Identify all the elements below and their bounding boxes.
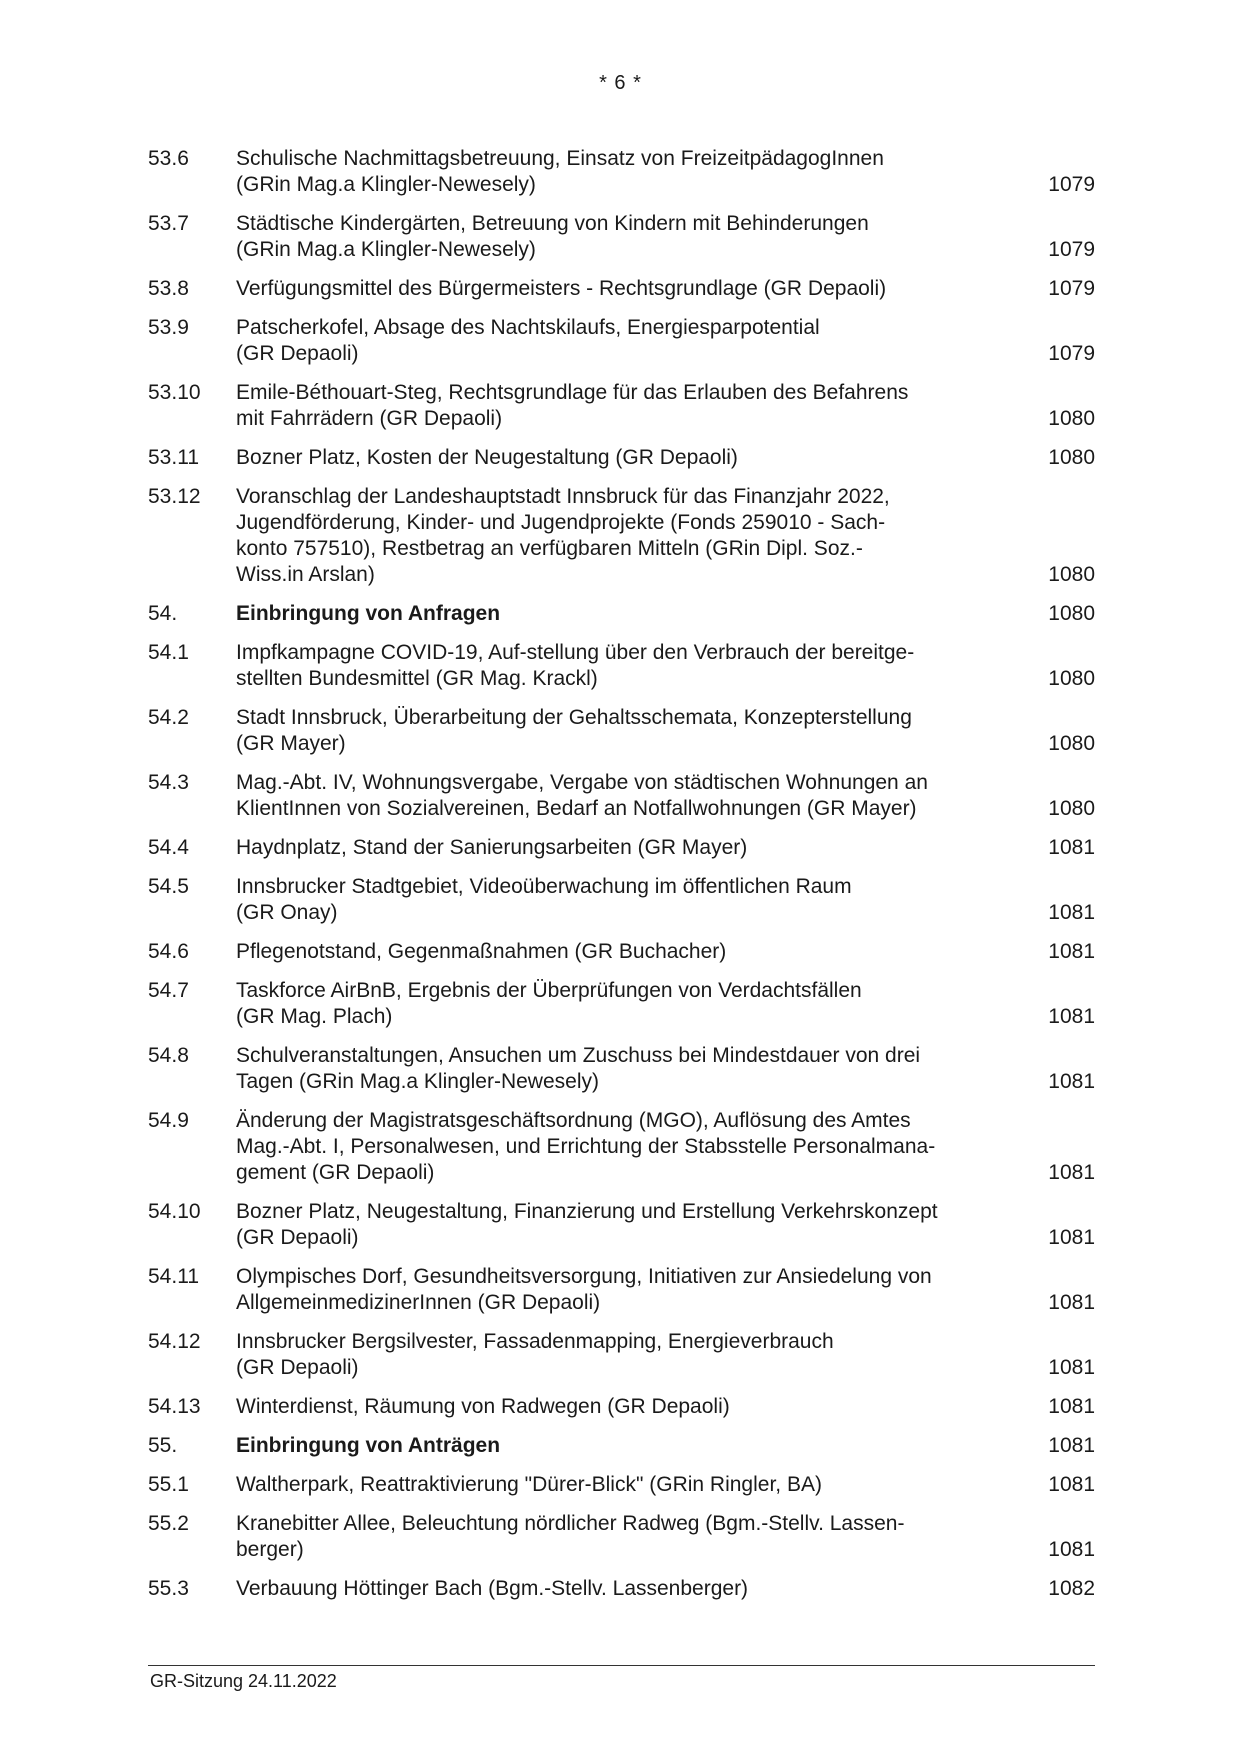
entry-number: 54.10 — [148, 1200, 201, 1223]
toc-entry — [148, 835, 1095, 861]
entry-title: Impfkampagne COVID-19, Auf-stellung über den Verbrauch der bereitge- stellten Bundesmittel (GR Mag. Krackl) — [236, 641, 915, 690]
entry-title: Innsbrucker Bergsilvester, Fassadenmapping, Energieverbrauch (GR Depaoli) — [236, 1330, 834, 1379]
entry-title: Bozner Platz, Kosten der Neugestaltung (GR Depaoli) — [236, 446, 738, 469]
entry-page-number: 1081 — [1048, 940, 1095, 963]
toc-entry — [148, 1108, 1095, 1186]
entry-page-number: 1080 — [1048, 563, 1095, 586]
toc-entry — [148, 874, 1095, 926]
entry-number: 54.5 — [148, 875, 189, 898]
entry-number: 54.3 — [148, 771, 189, 794]
entry-title: Änderung der Magistratsgeschäftsordnung (MGO), Auflösung des Amtes Mag.-Abt. I, Personalwesen, und Errichtung der Stabsstelle Personalmana- gement (GR Depaoli) — [236, 1109, 936, 1184]
entry-page-number: 1081 — [1048, 1356, 1095, 1379]
entry-number: 53.8 — [148, 277, 189, 300]
entry-title: Haydnplatz, Stand der Sanierungsarbeiten (GR Mayer) — [236, 836, 748, 859]
entry-page-number: 1080 — [1048, 407, 1095, 430]
entry-title: Pflegenotstand, Gegenmaßnahmen (GR Buchacher) — [236, 940, 727, 963]
entry-number: 54.4 — [148, 836, 189, 859]
toc-entry — [148, 315, 1095, 367]
toc-entry — [148, 276, 1095, 302]
entry-page-number: 1081 — [1048, 1070, 1095, 1093]
toc-entry — [148, 1043, 1095, 1095]
entry-number: 54.2 — [148, 706, 189, 729]
entry-page-number: 1079 — [1048, 277, 1095, 300]
entry-number: 53.10 — [148, 381, 201, 404]
page-number: * 6 * — [599, 72, 642, 94]
entry-number: 54.1 — [148, 641, 189, 664]
entry-number: 54.11 — [148, 1265, 199, 1288]
entry-page-number: 1080 — [1048, 667, 1095, 690]
entry-number: 54.13 — [148, 1395, 201, 1418]
entry-page-number: 1081 — [1048, 836, 1095, 859]
entry-page-number: 1081 — [1048, 1473, 1095, 1496]
entry-page-number: 1080 — [1048, 446, 1095, 469]
toc-entry — [148, 1264, 1095, 1316]
entry-title: Taskforce AirBnB, Ergebnis der Überprüfungen von Verdachtsfällen (GR Mag. Plach) — [236, 979, 862, 1028]
footer-divider — [148, 1665, 1095, 1666]
entry-title: Städtische Kindergärten, Betreuung von Kindern mit Behinderungen (GRin Mag.a Klingler-Newesely) — [236, 212, 869, 261]
entry-title: Bozner Platz, Neugestaltung, Finanzierung und Erstellung Verkehrskonzept (GR Depaoli) — [236, 1200, 938, 1249]
entry-number: 55.3 — [148, 1577, 189, 1600]
toc-entry — [148, 705, 1095, 757]
toc-entry — [148, 1472, 1095, 1498]
entry-title: Olympisches Dorf, Gesundheitsversorgung, Initiativen zur Ansiedelung von AllgemeinmedizinerInnen (GR Depaoli) — [236, 1265, 932, 1314]
footer-text: GR-Sitzung 24.11.2022 — [150, 1671, 337, 1691]
entry-page-number: 1079 — [1048, 173, 1095, 196]
toc-entry — [148, 978, 1095, 1030]
table-of-contents — [148, 146, 1095, 1615]
entry-number: 54.9 — [148, 1109, 189, 1132]
entry-number: 53.9 — [148, 316, 189, 339]
entry-number: 54. — [148, 602, 178, 625]
entry-page-number: 1079 — [1048, 342, 1095, 365]
toc-section-heading — [148, 1433, 1095, 1459]
toc-entry — [148, 146, 1095, 198]
toc-entry — [148, 1511, 1095, 1563]
entry-number: 55.2 — [148, 1512, 189, 1535]
entry-title: Emile-Béthouart-Steg, Rechtsgrundlage für das Erlauben des Befahrens mit Fahrrädern (GR Depaoli) — [236, 381, 909, 430]
toc-entry — [148, 380, 1095, 432]
toc-entry — [148, 1199, 1095, 1251]
entry-number: 54.8 — [148, 1044, 189, 1067]
entry-number: 53.7 — [148, 212, 189, 235]
entry-page-number: 1082 — [1048, 1577, 1095, 1600]
entry-title: Winterdienst, Räumung von Radwegen (GR Depaoli) — [236, 1395, 730, 1418]
entry-title: Voranschlag der Landeshauptstadt Innsbruck für das Finanzjahr 2022, Jugendförderung, Kinder- und Jugendprojekte (Fonds 259010 - Sach- konto 757510), Restbetrag an verfügbaren Mitteln (GRin Dipl. Soz.- Wiss.in Arslan) — [236, 485, 890, 586]
entry-page-number: 1080 — [1048, 732, 1095, 755]
toc-entry — [148, 770, 1095, 822]
toc-entry — [148, 211, 1095, 263]
entry-page-number: 1080 — [1048, 797, 1095, 820]
toc-entry — [148, 640, 1095, 692]
entry-title: Waltherpark, Reattraktivierung "Dürer-Blick" (GRin Ringler, BA) — [236, 1473, 822, 1496]
entry-title: Schulveranstaltungen, Ansuchen um Zuschuss bei Mindestdauer von drei Tagen (GRin Mag.a Klingler-Newesely) — [236, 1044, 921, 1093]
entry-title: Patscherkofel, Absage des Nachtskilaufs, Energiesparpotential (GR Depaoli) — [236, 316, 820, 365]
entry-page-number: 1080 — [1048, 602, 1095, 625]
entry-title: Stadt Innsbruck, Überarbeitung der Gehaltsschemata, Konzepterstellung (GR Mayer) — [236, 706, 912, 755]
toc-entry — [148, 1329, 1095, 1381]
entry-page-number: 1079 — [1048, 238, 1095, 261]
entry-title: Schulische Nachmittagsbetreuung, Einsatz von FreizeitpädagogInnen (GRin Mag.a Klingler-Newesely) — [236, 147, 884, 196]
toc-entry — [148, 484, 1095, 588]
entry-page-number: 1081 — [1048, 1161, 1095, 1184]
toc-entry — [148, 939, 1095, 965]
entry-page-number: 1081 — [1048, 1538, 1095, 1561]
toc-section-heading — [148, 601, 1095, 627]
entry-number: 53.6 — [148, 147, 189, 170]
entry-page-number: 1081 — [1048, 1291, 1095, 1314]
toc-entry — [148, 445, 1095, 471]
entry-title: Verbauung Höttinger Bach (Bgm.-Stellv. Lassenberger) — [236, 1577, 749, 1600]
entry-title: Kranebitter Allee, Beleuchtung nördlicher Radweg (Bgm.-Stellv. Lassen- berger) — [236, 1512, 905, 1561]
entry-title: Einbringung von Anfragen — [236, 602, 501, 625]
entry-page-number: 1081 — [1048, 901, 1095, 924]
entry-page-number: 1081 — [1048, 1395, 1095, 1418]
toc-entry — [148, 1576, 1095, 1602]
entry-page-number: 1081 — [1048, 1005, 1095, 1028]
entry-number: 53.12 — [148, 485, 201, 508]
entry-number: 53.11 — [148, 446, 199, 469]
entry-title: Mag.-Abt. IV, Wohnungsvergabe, Vergabe von städtischen Wohnungen an KlientInnen von Sozialvereinen, Bedarf an Notfallwohnungen (GR Mayer) — [236, 771, 928, 820]
entry-page-number: 1081 — [1048, 1434, 1095, 1457]
entry-number: 54.12 — [148, 1330, 201, 1353]
entry-number: 55.1 — [148, 1473, 189, 1496]
entry-page-number: 1081 — [1048, 1226, 1095, 1249]
entry-title: Verfügungsmittel des Bürgermeisters - Rechtsgrundlage (GR Depaoli) — [236, 277, 887, 300]
toc-entry — [148, 1394, 1095, 1420]
entry-number: 54.7 — [148, 979, 189, 1002]
entry-title: Innsbrucker Stadtgebiet, Videoüberwachung im öffentlichen Raum (GR Onay) — [236, 875, 852, 924]
entry-number: 55. — [148, 1434, 178, 1457]
entry-title: Einbringung von Anträgen — [236, 1434, 501, 1457]
entry-number: 54.6 — [148, 940, 189, 963]
